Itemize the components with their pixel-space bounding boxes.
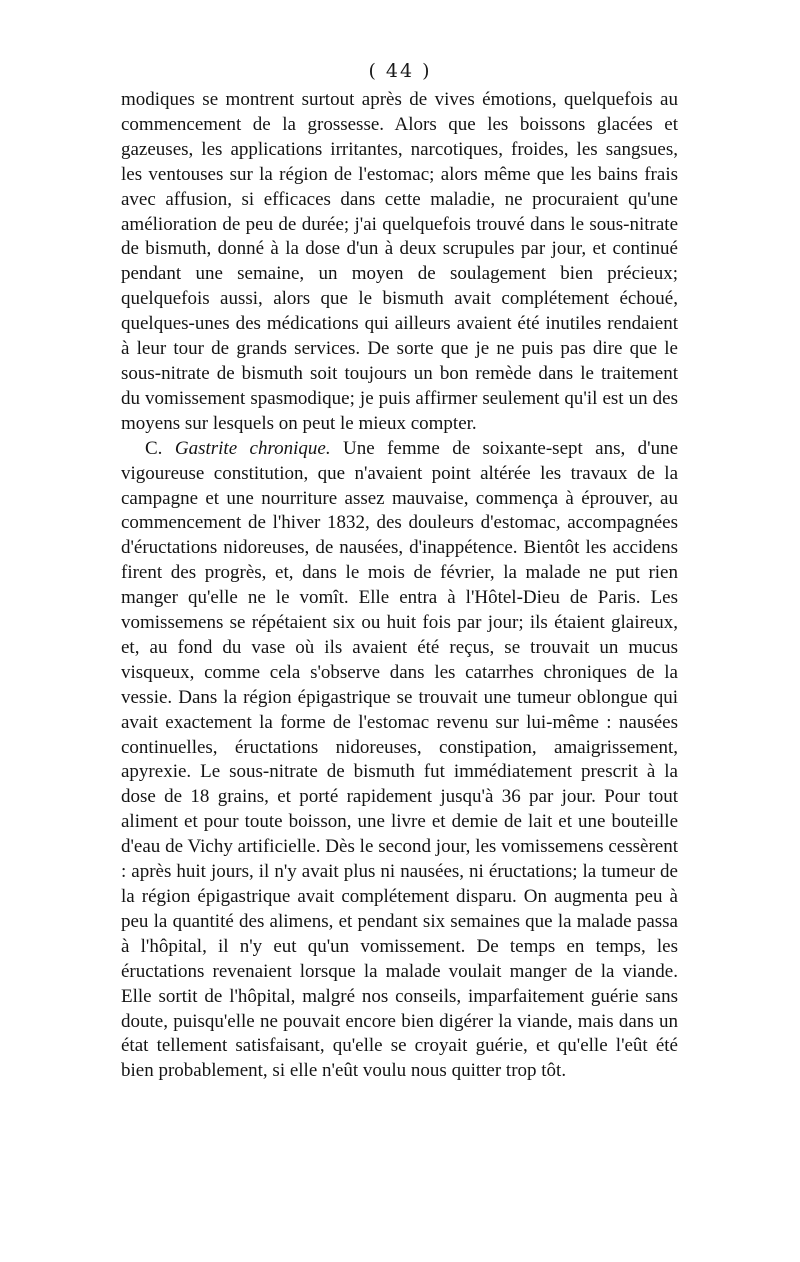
page-number: ( 44 ) <box>368 60 432 82</box>
paragraph-2-body: Une femme de soixante-sept ans, d'une vigoureuse constitution, que n'avaient point altérée les travaux de la campagne et une nourriture assez mauvaise, commença à éprouver, au commencement de l'hiver 1832, des douleurs d'estomac, accompagnées d'éructations nidoreuses, de nausées, d'inappétence. Bientôt les accidens firent des progrès, et, dans le mois de février, la malade ne put rien manger qu'elle ne le vomît. Elle entra à l'Hôtel-Dieu de Paris. Les vomissemens se répétaient six ou huit fois par jour; ils étaient glaireux, et, au fond du vase où ils avaient été reçus, se trouvait un mucus visqueux, comme cela s'observe dans les catarrhes chroniques de la vessie. Dans la région épigastrique se trouvait une tumeur oblongue qui avait exactement la forme de l'estomac revenu sur lui-même : nausées continuelles, éructations nidoreuses, constipation, amaigrissement, apyrexie. Le sous-nitrate de bismuth fut immédiatement prescrit à la dose de 18 grains, et porté rapidement jusqu'à 36 par jour. Pour tout aliment et pour toute boisson, une livre et demie de lait et une bouteille d'eau de Vichy artificielle. Dès le second jour, les vomissemens cessèrent : après huit jours, il n'y avait plus ni nausées, ni éructations; la tumeur de la région épigastrique avait complétement disparu. On augmenta peu à peu la quantité des alimens, et pendant six semaines que la malade passa à l'hôpital, il n'y eut qu'un vomissement. De temps en temps, les éructations revenaient lorsque la malade voulait manger de la viande. Elle sortit de l'hôpital, malgré nos conseils, imparfaitement guérie sans doute, puisqu'elle ne pouvait encore bien digérer la viande, mais dans un état tellement satisfaisant, qu'elle se croyait guérie, et qu'elle l'eût été bien probablement, si elle n'eût voulu nous quitter trop tôt. <box>121 437 678 1082</box>
body-text <box>121 88 678 1084</box>
section-label: C. <box>145 437 163 459</box>
section-title: Gastrite chronique. <box>174 437 331 459</box>
paragraph-2 <box>121 437 678 1085</box>
paragraph-1: modiques se montrent surtout après de vives émotions, quelquefois au commencement de la grossesse. Alors que les boissons glacées et gazeuses, les applications irritantes, narcotiques, froides, les sangsues, les ventouses sur la région de l'estomac; alors même que les bains frais avec affusion, si efficaces dans cette maladie, ne procuraient qu'une amélioration de peu de durée; j'ai quelquefois trouvé dans le sous-nitrate de bismuth, donné à la dose d'un à deux scrupules par jour, et continué pendant une semaine, un moyen de soulagement bien précieux; quelquefois aussi, alors que le bismuth avait complétement échoué, quelques-unes des médications qui ailleurs avaient été inutiles rendaient à leur tour de grands services. De sorte que je ne puis pas dire que le sous-nitrate de bismuth soit toujours un bon remède dans le traitement du vomissement spasmodique; je puis affirmer seulement qu'il est un des moyens sur lesquels on peut le mieux compter. <box>121 89 678 434</box>
